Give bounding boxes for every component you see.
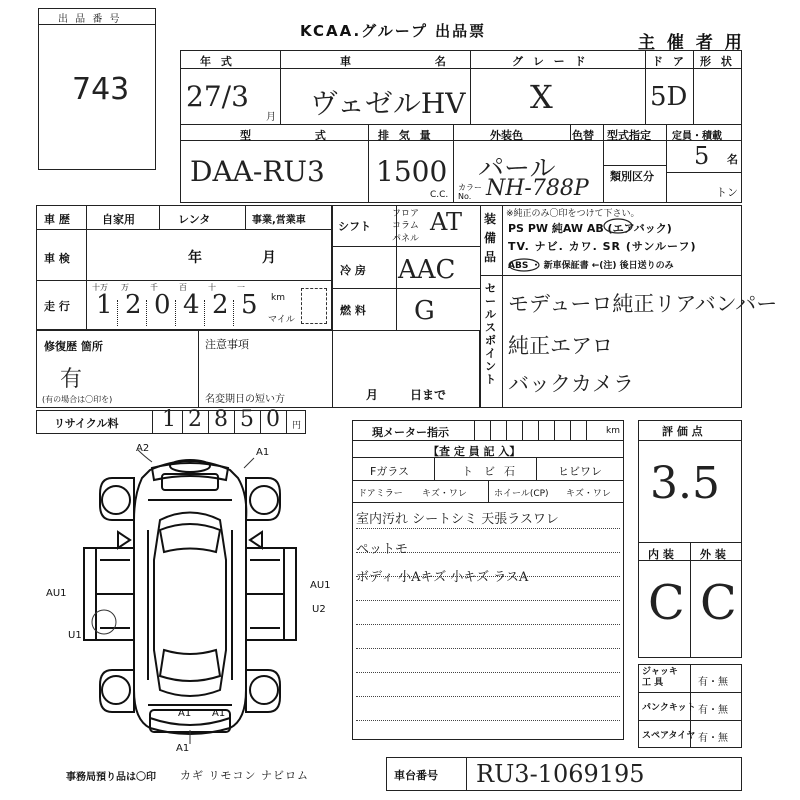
shift-panel: パネル [392, 234, 420, 244]
repair-history-value: 有 [60, 367, 83, 392]
capacity-label: 定員・積載 [672, 131, 722, 142]
lot-number: 743 [72, 72, 130, 107]
custody-note: 事務局預り品は〇印 [66, 772, 156, 783]
evaluation-label: 評 価 点 [662, 425, 703, 438]
mirror-label: ドアミラー [358, 489, 403, 499]
name-change-day: 日まで [410, 388, 447, 402]
interior-label: 内 装 [648, 548, 674, 561]
model-label: 型 式 [240, 129, 356, 142]
private-use-label: 自家用 [102, 213, 135, 226]
mark-a1-bottom: A1 [176, 743, 190, 754]
glass-label: Fガラス [370, 465, 409, 478]
chassis-number: RU3-1069195 [476, 760, 645, 788]
mark-u1: U1 [68, 630, 82, 641]
model-value: DAA-RU3 [190, 155, 325, 188]
equipment-note: ※純正のみ〇印をつけて下さい。 [506, 209, 640, 219]
recycle-digit: 8 [214, 407, 228, 432]
spare-yes-no: 有・無 [698, 733, 728, 744]
ton-unit: トン [716, 186, 738, 199]
repair-history-label: 修復歴 箇所 [44, 340, 103, 353]
name-change-label: 名変期日の短い方 [205, 394, 285, 405]
fuel-label: 燃 料 [340, 304, 366, 317]
mileage-digit: 2 [125, 290, 142, 320]
sales-points-label: セールスポイント [485, 282, 496, 386]
class-label: 類別区分 [610, 170, 654, 183]
mileage-digit: 4 [183, 290, 200, 320]
mark-au1-left: AU1 [46, 588, 67, 599]
fuel-value: G [414, 296, 435, 326]
door-label: ド ア [652, 55, 687, 68]
exterior-grade: C [700, 575, 737, 631]
displacement-value: 1500 [376, 155, 448, 188]
recycle-fee-label: リサイクル料 [54, 417, 119, 430]
rental-label: レンタ [178, 213, 211, 226]
mileage-unit-label: 一 [237, 283, 245, 292]
displacement-unit: C.C. [430, 190, 449, 200]
shift-column: コラム [392, 221, 419, 231]
inspection-month-unit: 月 [262, 250, 276, 266]
chassis-label: 車台番号 [394, 769, 438, 782]
shift-floor: フロア [392, 209, 420, 219]
puncture-yes-no: 有・無 [698, 705, 728, 716]
ac-label: 冷 房 [340, 264, 366, 277]
spare-tire-label: スペアタイヤ [642, 731, 696, 741]
wheel-label: ホイール(CP) [494, 489, 549, 499]
mileage-label: 走 行 [44, 300, 70, 313]
remark-3: ボディ 小Aキズ 小キズ ラスA [356, 570, 529, 585]
wheel-options: キズ・ワレ [566, 489, 611, 499]
color-no-value: NH-788P [486, 176, 589, 201]
mark-a2: A2 [136, 443, 150, 454]
sales-point-1: モデューロ純正リアバンパー [508, 292, 778, 316]
km-label: km [271, 293, 285, 303]
recycle-digit: 2 [188, 407, 202, 432]
capacity-unit: 名 [727, 153, 738, 166]
inspection-year-unit: 年 [188, 250, 202, 266]
mileage-unit-label: 十万 [92, 283, 108, 292]
shape-label: 形 状 [700, 55, 735, 68]
mileage-unit-label: 千 [150, 283, 158, 292]
shift-value: AT [430, 208, 463, 236]
displacement-label: 排 気 量 [378, 129, 434, 142]
recycle-digit: 1 [162, 407, 176, 432]
mile-label: マイル [268, 315, 295, 325]
sales-point-2: 純正エアロ [508, 334, 613, 358]
meter-km-label: km [606, 426, 620, 436]
glass-crack-line: ヒビワレ [558, 465, 602, 478]
shift-label: シフト [338, 220, 371, 233]
model-spec-label: 型式指定 [607, 129, 651, 142]
color-change-label: 色替 [572, 129, 594, 142]
business-use-label: 事業,営業車 [252, 215, 306, 226]
color-value: パール [478, 154, 556, 184]
repair-note: (有の場合は〇印を) [42, 395, 113, 404]
recycle-fee-unit: 円 [292, 421, 302, 431]
remark-1: 室内汚れ シートシミ 天張ラスワレ [356, 512, 559, 527]
mileage-digit: 0 [154, 290, 171, 320]
recycle-digit: 0 [266, 407, 280, 432]
car-name-value: ヴェゼルHV [310, 87, 466, 120]
equipment-line-1: PS PW 純AW AB (エアバック) [508, 222, 672, 235]
year-month-unit: 月 [266, 112, 276, 123]
exterior-label: 外 装 [700, 548, 726, 561]
mileage-digit: 5 [241, 290, 258, 320]
lot-number-label: 出 品 番 号 [58, 14, 122, 25]
mark-a1-front: A1 [256, 447, 270, 458]
door-value: 5D [650, 82, 688, 112]
mark-a1-rear-2: A1 [178, 708, 192, 719]
doc-title: KCAA.グループ 出品票 [300, 22, 487, 40]
grade-label: グ レ ー ド [512, 55, 589, 68]
puncture-kit-label: パンクキット [642, 703, 696, 713]
capacity-value: 5 [694, 142, 710, 170]
mileage-digit: 1 [96, 290, 113, 320]
organizer-label: 主 催 者 用 [638, 33, 745, 53]
mark-u2: U2 [312, 604, 326, 615]
mileage-unit-label: 百 [179, 283, 187, 292]
grade-value: X [530, 78, 553, 116]
color-label: 外装色 [490, 129, 523, 142]
remark-2: ペットモ [356, 542, 409, 557]
glass-crack: ビ [484, 465, 495, 478]
meter-label: 現メーター指示 [372, 426, 449, 439]
mileage-digit: 2 [212, 290, 229, 320]
sales-point-3: バックカメラ [508, 372, 634, 396]
jack-yes-no: 有・無 [698, 677, 728, 688]
mileage-unit-label: 万 [121, 283, 129, 292]
year-value: 27/3 [186, 80, 249, 113]
equipment-line-2: TV. ナビ. カワ. SR (サンルーフ) [508, 240, 697, 253]
equipment-label: 装 備 品 [484, 212, 497, 264]
year-label: 年 式 [200, 55, 235, 68]
inspection-label: 車 検 [44, 252, 70, 265]
mark-a1-rear: A1 [212, 708, 226, 719]
glass-stone: 石 [504, 465, 515, 478]
evaluation-score: 3.5 [650, 458, 720, 509]
name-change-month: 月 [366, 388, 379, 402]
car-name-label: 車 名 [340, 55, 486, 68]
mark-au1-right: AU1 [310, 580, 331, 591]
mirror-options: キズ・ワレ [422, 489, 467, 499]
ac-value: AAC [398, 255, 456, 285]
recycle-digit: 5 [240, 407, 254, 432]
custody-items: カギ リモコン ナビロム [180, 769, 309, 782]
glass-chip: ト [462, 465, 473, 478]
mileage-unit-label: 十 [208, 283, 216, 292]
caution-label: 注意事項 [205, 338, 249, 351]
interior-grade: C [648, 575, 685, 631]
jack-label: ジャッキ 工 具 [642, 667, 678, 688]
color-no-label: カラー No. [458, 183, 482, 201]
inspector-label: 【査 定 員 記 入】 [428, 445, 521, 458]
equipment-line-3: ABS ・ 新車保証書 ←(注) 後日送りのみ [508, 261, 674, 271]
history-label: 車 歴 [44, 213, 70, 226]
